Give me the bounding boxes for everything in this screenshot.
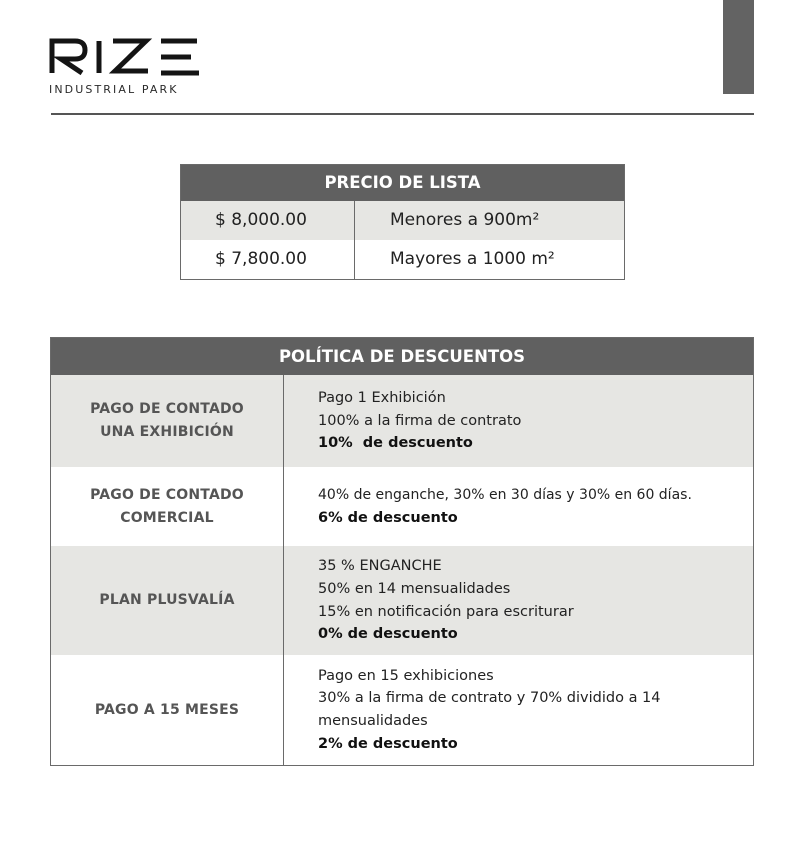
plan-discount: 2% de descuento [318, 735, 458, 752]
discount-plan-details [284, 375, 753, 467]
plan-detail-line: Pago en 15 exhibiciones [318, 667, 494, 684]
plan-label-line: PLAN PLUSVALÍA [99, 592, 235, 608]
plan-detail-line: 30% a la firma de contrato y 70% dividido a 14 [318, 690, 661, 707]
rize-logo [49, 36, 209, 76]
discount-plan-details [284, 655, 753, 765]
discount-row [51, 546, 753, 655]
plan-label-line: PAGO DE CONTADO [90, 486, 244, 503]
plan-discount: 6% de descuento [318, 509, 458, 526]
discount-plan-details [284, 467, 753, 546]
plan-detail-line: Pago 1 Exhibición [318, 389, 446, 406]
discount-plan-label [51, 546, 284, 655]
discount-policy-title: POLÍTICA DE DESCUENTOS [51, 338, 753, 375]
discount-row [51, 655, 753, 765]
plan-detail-line: 50% en 14 mensualidades [318, 580, 511, 597]
discount-plan-label [51, 467, 284, 546]
price-amount: $ 8,000.00 [181, 201, 355, 240]
header-divider [51, 113, 754, 115]
plan-label-line: PAGO A 15 MESES [94, 701, 240, 718]
discount-plan-label [51, 375, 284, 467]
discount-row [51, 375, 753, 467]
logo-brand-name: RIZE [49, 36, 52, 37]
price-list-title: PRECIO DE LISTA [181, 165, 624, 201]
discount-row [51, 467, 753, 546]
plan-detail-line: 35 % ENGANCHE [318, 558, 442, 575]
logo-subtitle: INDUSTRIAL PARK [49, 83, 179, 96]
price-amount: $ 7,800.00 [181, 240, 355, 279]
rize-logo-mark [49, 36, 201, 76]
plan-detail-line: 15% en notificación para escriturar [318, 603, 574, 620]
plan-detail-line: mensualidades [318, 713, 428, 729]
discount-plan-label [51, 655, 284, 765]
price-description: Menores a 900m² [390, 210, 540, 230]
plan-label-line: PAGO DE CONTADO [90, 401, 244, 417]
discount-policy-table [50, 337, 754, 766]
plan-detail-line: 40% de enganche, 30% en 30 días y 30% en 60 días. [318, 486, 692, 503]
discount-plan-details [284, 546, 753, 655]
plan-detail-line: 100% a la firma de contrato [318, 412, 522, 429]
plan-label-line: UNA EXHIBICIÓN [100, 424, 234, 440]
plan-discount: 10% de descuento [318, 435, 473, 452]
plan-discount: 0% de descuento [318, 626, 458, 643]
price-row [181, 201, 624, 240]
price-row [181, 240, 624, 279]
corner-accent-bar [723, 0, 754, 94]
plan-label-line: COMERCIAL [120, 509, 214, 526]
price-description: Mayores a 1000 m² [390, 249, 555, 269]
price-list-table [180, 164, 625, 280]
